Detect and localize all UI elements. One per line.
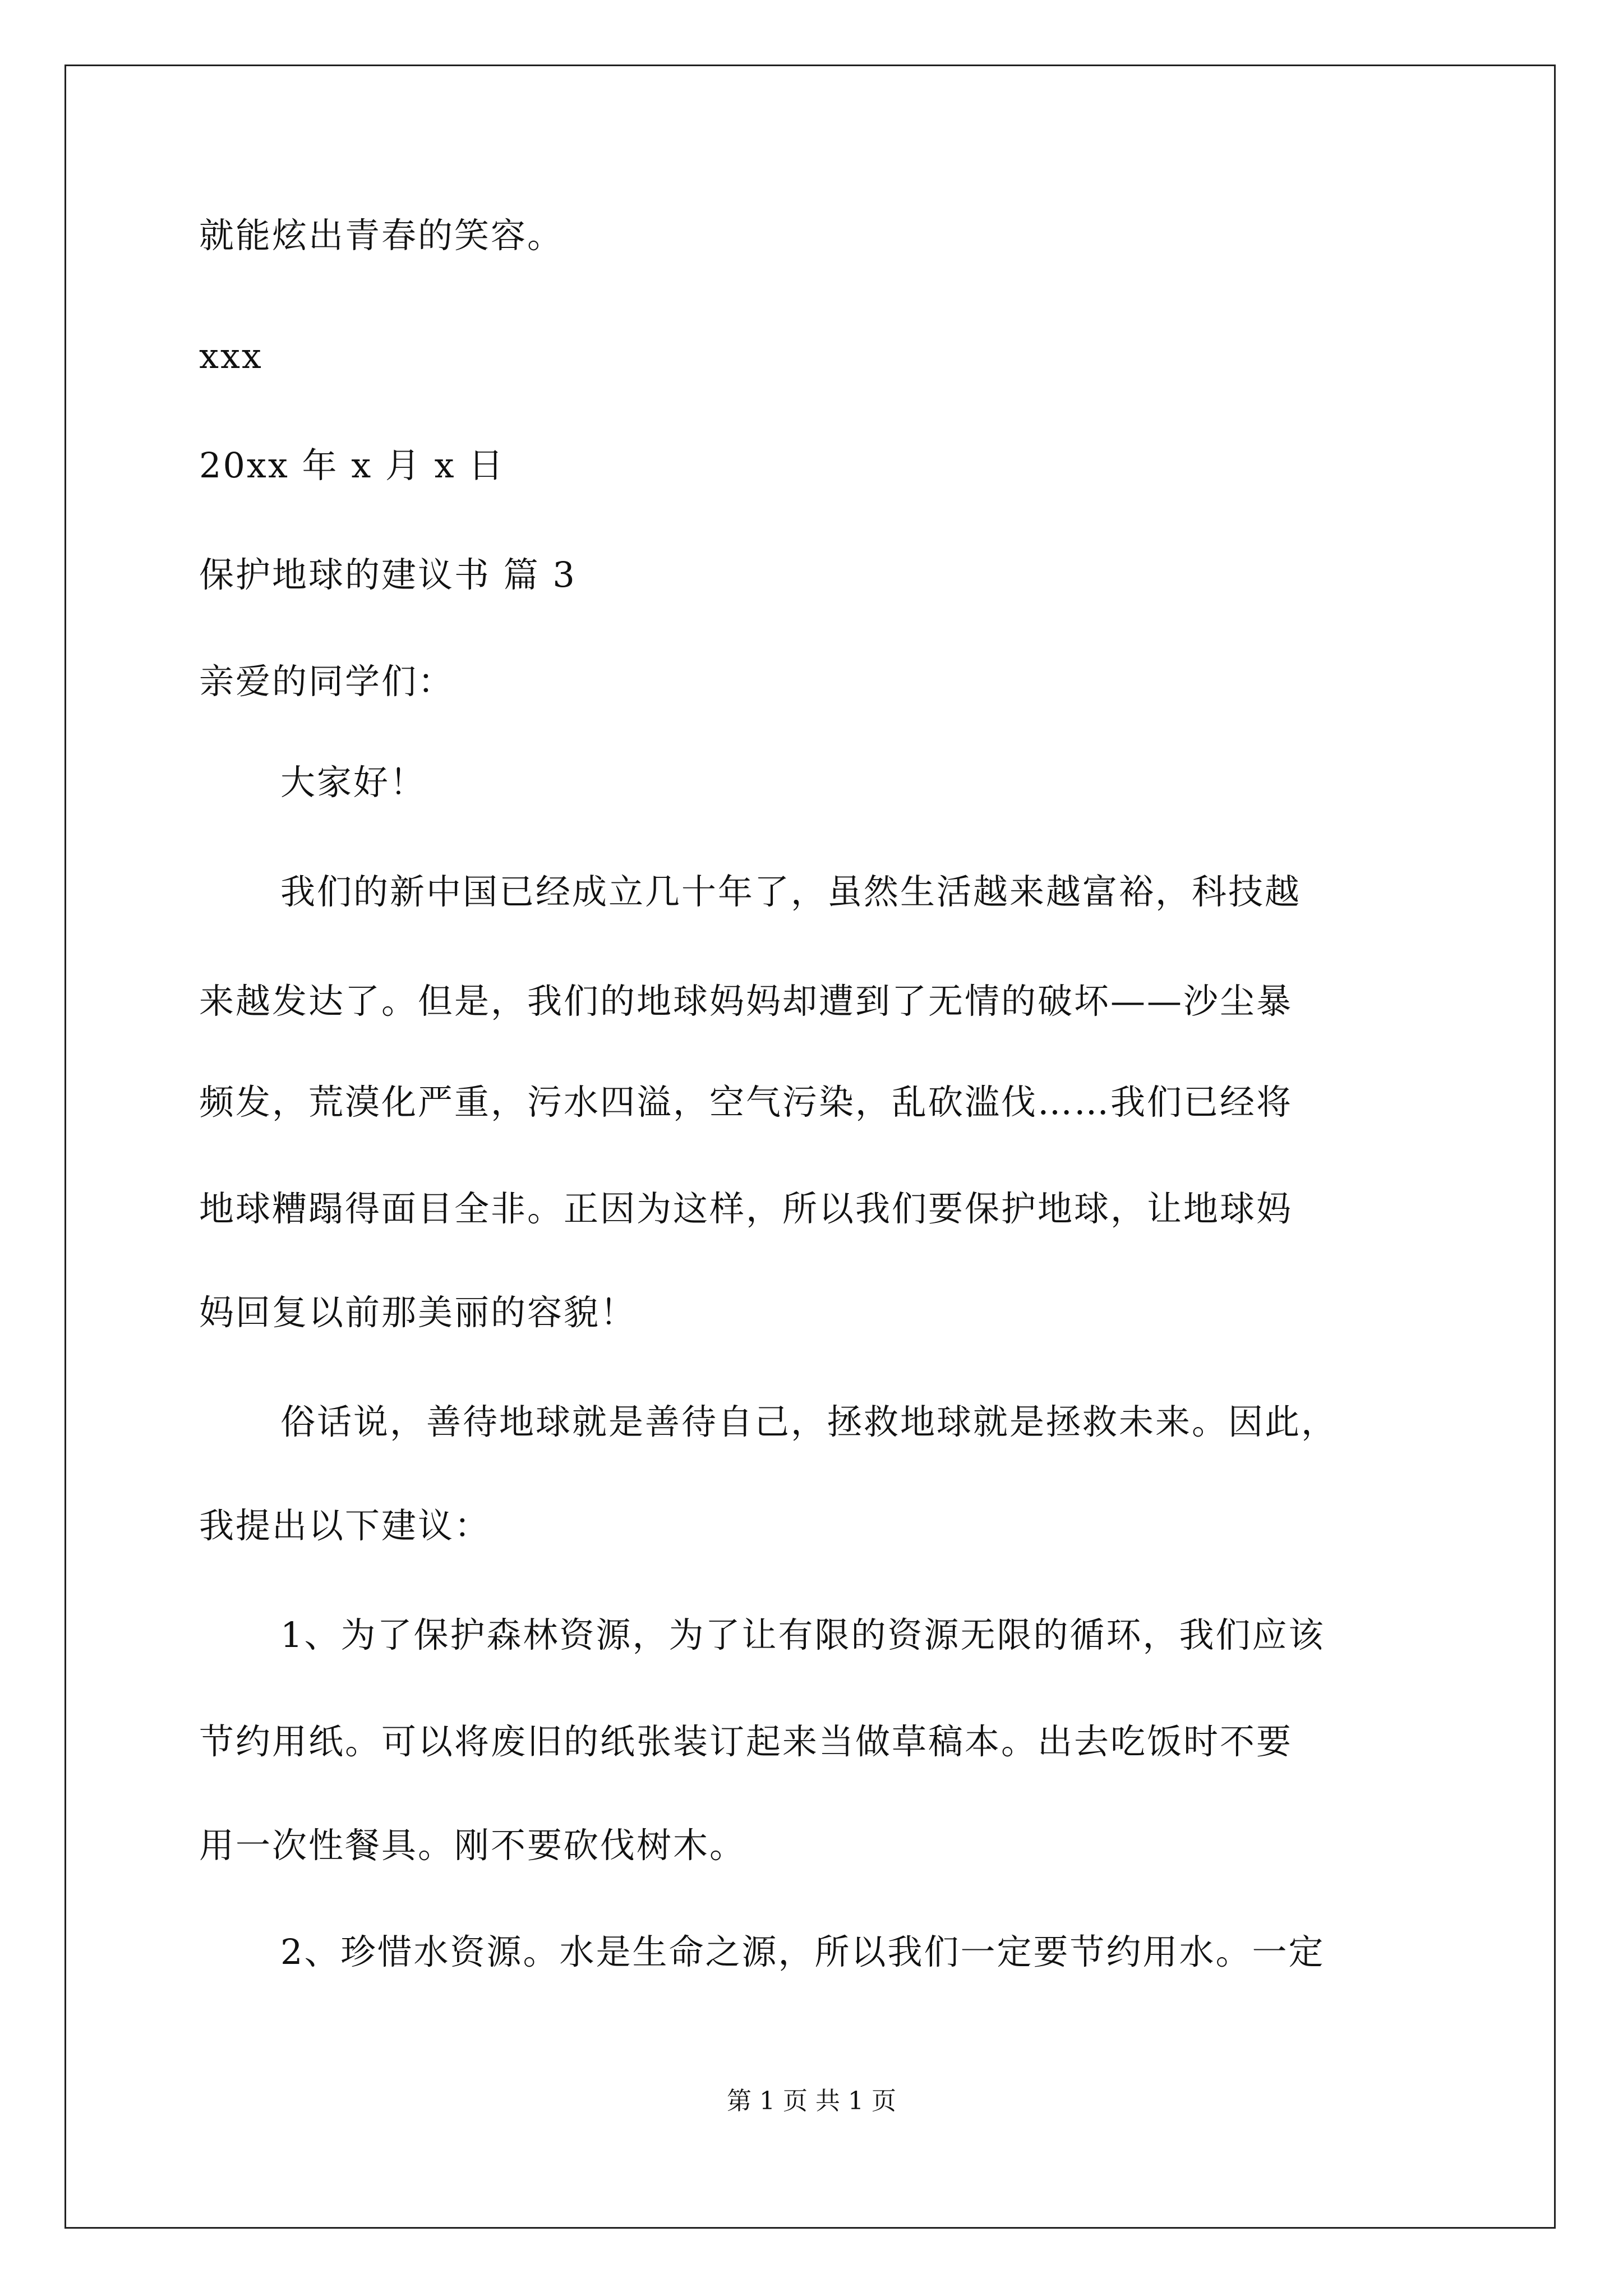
paragraph-line: 节约用纸。可以将废旧的纸张装订起来当做草稿本。出去吃饭时不要 — [199, 1721, 1293, 1762]
greeting: 大家好！ — [280, 762, 427, 803]
paragraph-line: 地球糟蹋得面目全非。正因为这样，所以我们要保护地球，让地球妈 — [199, 1188, 1293, 1229]
paragraph-line: 来越发达了。但是，我们的地球妈妈却遭到了无情的破坏——沙尘暴 — [199, 981, 1293, 1022]
paragraph-line: 俗话说，善待地球就是善待自己，拯救地球就是拯救未来。因此， — [280, 1401, 1338, 1442]
paragraph-line: 我们的新中国已经成立几十年了，虽然生活越来越富裕，科技越 — [280, 871, 1302, 912]
section-heading: 保护地球的建议书 篇 3 — [199, 554, 577, 595]
page-number-footer: 第 1 页 共 1 页 — [727, 2087, 896, 2115]
paragraph-line: 1、为了保护森林资源，为了让有限的资源无限的循环，我们应该 — [280, 1614, 1325, 1655]
text-line-closing: 就能炫出青春的笑容。 — [199, 215, 564, 256]
paragraph-line: 妈回复以前那美丽的容貌！ — [199, 1292, 637, 1333]
paragraph-line: 用一次性餐具。刚不要砍伐树木。 — [199, 1825, 746, 1866]
signature: xxx — [199, 335, 263, 376]
paragraph-line: 频发，荒漠化严重，污水四溢，空气污染，乱砍滥伐……我们已经将 — [199, 1082, 1293, 1122]
paragraph-line: 2、珍惜水资源。水是生命之源，所以我们一定要节约用水。一定 — [280, 1931, 1325, 1972]
date-line: 20xx 年 x 月 x 日 — [199, 445, 505, 486]
page-border — [64, 65, 1556, 2229]
paragraph-line: 我提出以下建议： — [199, 1505, 491, 1546]
salutation: 亲爱的同学们： — [199, 661, 455, 702]
